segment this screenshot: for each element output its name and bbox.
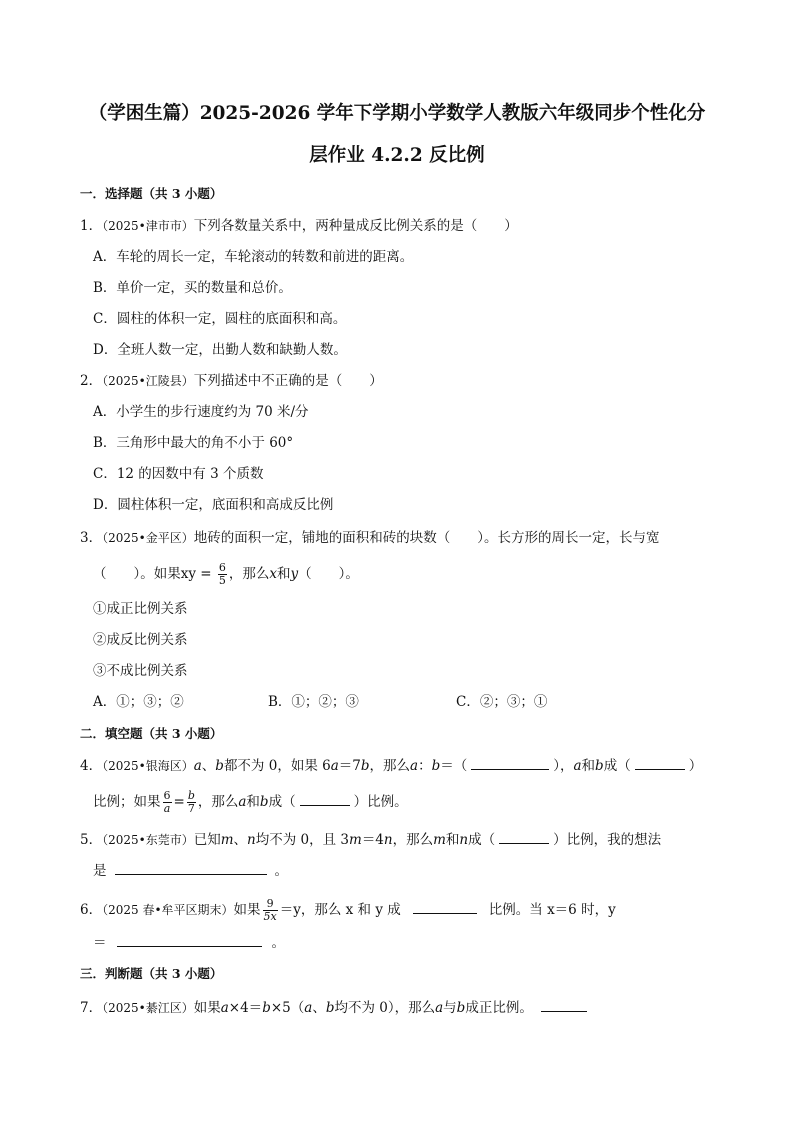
section-heading-choice: 一．选择题（共 3 小题） [80, 186, 223, 201]
question-3-choice-1: ①成正比例关系 [93, 601, 188, 617]
question-source: （2025•綦江区） [102, 1001, 194, 1015]
fraction: $\frac{6}{5}$ [218, 561, 226, 587]
question-source: （2025•江陵县） [102, 374, 194, 388]
question-5-stem: 5．（2025•东莞市）已知m、n均不为 0，且 3m＝4n，那么m和n成（ ）比例，我的想法 [80, 829, 661, 850]
question-7-stem: 7．（2025•綦江区）如果a×4＝b×5（a、b均不为 0），那么a与b成正比例。 [80, 997, 587, 1018]
question-source: （2025 春•牟平区期末） [102, 903, 234, 917]
question-3-stem-line-2: （ ）。如果xy = $\frac{6}{5}$ ，那么x和y（ ）。 [93, 561, 359, 587]
question-3-option-a: A．①；③；② [93, 694, 184, 710]
question-1-stem: 1．（2025•津市市）下列各数量关系中，两种量成反比例关系的是（ ） [80, 218, 518, 234]
page-title-line-1: （学困生篇）2025-2026 学年下学期小学数学人教版六年级同步个性化分 [88, 103, 706, 124]
question-2-stem: 2．（2025•江陵县）下列描述中不正确的是（ ） [80, 373, 383, 389]
question-6-stem-line-2: ＝ 。 [93, 932, 285, 953]
question-3-options [93, 692, 547, 712]
question-5-stem-line-2: 是 。 [93, 860, 288, 881]
question-3-choice-2: ②成反比例关系 [93, 632, 188, 648]
question-1-option-a: A．车轮的周长一定，车轮滚动的转数和前进的距离。 [93, 249, 414, 265]
question-4-stem: 4．（2025•银海区）a、b都不为 0，如果 6a＝7b，那么a：b＝（ ），a和b成（ ） [80, 755, 702, 776]
question-source: （2025•东莞市） [102, 833, 194, 847]
fraction: $\frac{b}{7}$ [187, 789, 195, 815]
question-2-option-b: B．三角形中最大的角不小于 60° [93, 435, 294, 451]
fraction: $\frac{9}{5x}$ [263, 897, 277, 923]
answer-blank[interactable] [635, 755, 685, 770]
question-source: （2025•金平区） [102, 531, 194, 545]
answer-blank[interactable] [115, 860, 267, 875]
fraction: $\frac{6}{a}$ [163, 789, 171, 815]
question-3-option-c: C．②；③；① [456, 694, 548, 710]
question-2-option-d: D．圆柱体积一定，底面积和高成反比例 [93, 497, 334, 513]
question-3-stem: 3．（2025•金平区）地砖的面积一定，铺地的面积和砖的块数（ ）。长方形的周长一定，长与宽 [80, 530, 660, 546]
question-source: （2025•津市市） [102, 219, 194, 233]
question-1-option-d: D．全班人数一定，出勤人数和缺勤人数。 [93, 342, 347, 358]
answer-blank[interactable] [541, 997, 587, 1012]
answer-blank[interactable] [471, 755, 549, 770]
answer-blank[interactable] [117, 932, 262, 947]
section-heading-judge: 三．判断题（共 3 小题） [80, 966, 223, 981]
page-title-line-2: 层作业 4.2.2 反比例 [309, 145, 485, 166]
question-2-option-a: A．小学生的步行速度约为 70 米/分 [93, 404, 309, 420]
question-1-option-b: B．单价一定，买的数量和总价。 [93, 280, 292, 296]
section-heading-fill: 二．填空题（共 3 小题） [80, 726, 223, 741]
answer-blank[interactable] [300, 791, 350, 806]
answer-blank[interactable] [499, 829, 549, 844]
question-source: （2025•银海区） [102, 759, 194, 773]
question-3-option-b: B．①；②；③ [268, 694, 359, 710]
question-3-choice-3: ③不成比例关系 [93, 663, 188, 679]
question-6-stem: 6．（2025 春•牟平区期末）如果 $\frac{9}{5x}$ ＝y，那么 x 和 y 成 比例。当 x＝6 时，y [80, 897, 616, 923]
question-2-option-c: C．12 的因数中有 3 个质数 [93, 466, 264, 482]
question-4-stem-line-2: 比例；如果 $\frac{6}{a}$ = $\frac{b}{7}$ ，那么a和b成（ ）比例。 [93, 789, 408, 815]
question-1-option-c: C．圆柱的体积一定，圆柱的底面积和高。 [93, 311, 347, 327]
answer-blank[interactable] [413, 899, 477, 914]
